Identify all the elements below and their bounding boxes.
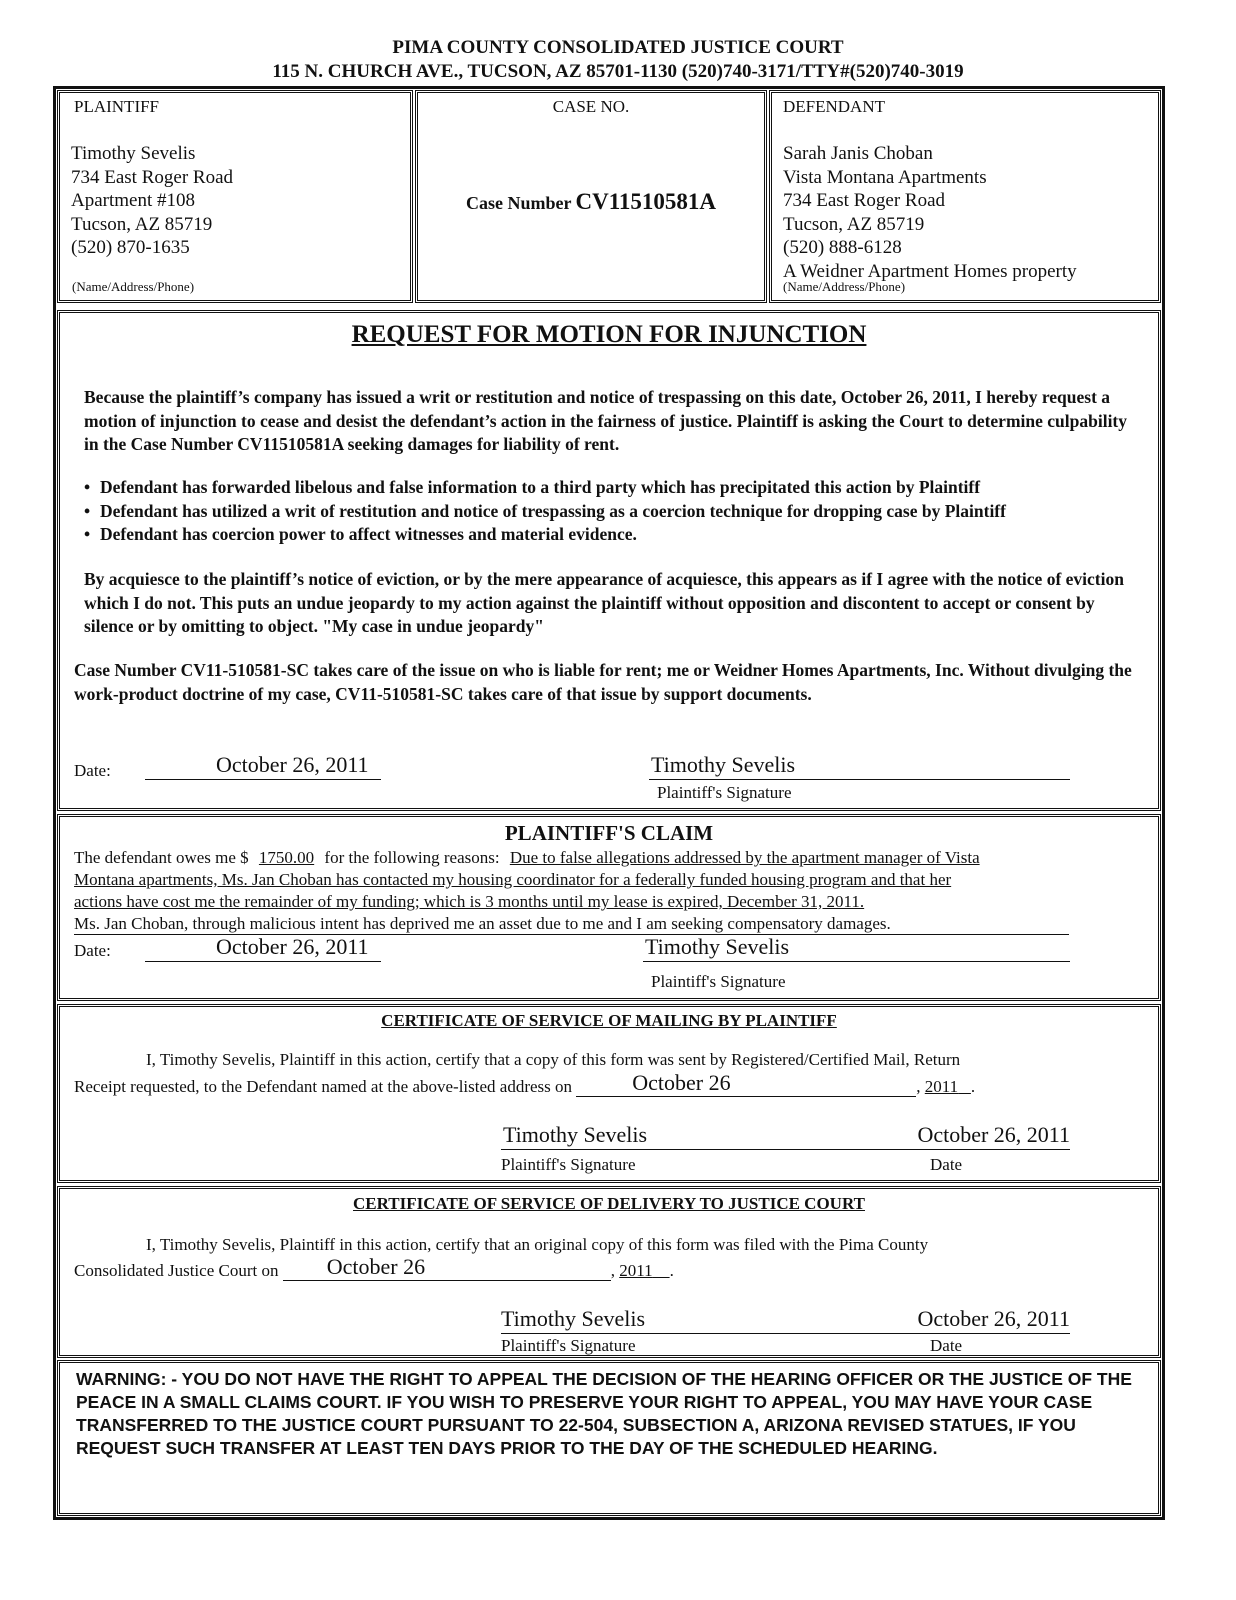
mailing-sign-date: October 26, 2011 [917,1122,1070,1147]
case-box [415,90,767,303]
defendant-address [783,142,1077,283]
delivery-signature-caption: Plaintiff's Signature [501,1336,636,1355]
mailing-title: CERTIFICATE OF SERVICE OF MAILING BY PLAINTIFF [381,1011,837,1030]
delivery-line-1: I, Timothy Sevelis, Plaintiff in this action, certify that an original copy of this form was filed with the Pima County [146,1235,929,1254]
defendant-street: 734 East Roger Road [783,190,946,211]
claim-title: PLAINTIFF'S CLAIM [504,821,714,845]
appeal-warning [57,1360,1161,1516]
mailing-signature-caption: Plaintiff's Signature [501,1155,636,1174]
defendant-label: DEFENDANT [783,97,885,116]
plaintiff-street: 734 East Roger Road [71,166,234,188]
motion-signature-line [649,752,1070,780]
appeal-warning-text: WARNING: - YOU DO NOT HAVE THE RIGHT TO APPEAL THE DECISION OF THE HEARING OFFICER OR THE JUSTICE OF THE PEACE IN A SMALL CLAIMS COURT. IF YOU WISH TO PRESERVE YOUR RIGHT TO APPEAL, YOU MAY HAVE YOUR CASE TRANSFERRED TO THE JUSTICE COURT PURSUANT TO 22-504, SUBSECTION A, ARIZONA REVISED STATUES, IF YOU REQUEST SUCH TRANSFER AT LEAST TEN DAYS PRIOR TO THE DAY OF THE SCHEDULED HEARING. [76,1369,1132,1458]
motion-date-label: Date: [74,761,111,780]
motion-paragraph-2: By acquiesce to the plaintiff’s notice of eviction, or by the mere appearance of acquiesce, this appears as if I agree with the notice of eviction which I do not. This puts an undue jeopardy to my action against the plaintiff without opposition and discontent to accept or consent by silence or by omitting to object. "My case in undue jeopardy" [84,569,1124,636]
delivery-signature-line [501,1306,1070,1334]
mailing-line-2-prefix: Receipt requested, to the Defendant named at the above-listed address on [74,1077,573,1096]
plaintiff-label: PLAINTIFF [74,97,160,116]
defendant-city: Tucson, AZ 85719 [783,213,925,235]
plaintiff-box [57,90,413,303]
plaintiff-name: Timothy Sevelis [71,143,196,164]
mailing-date-caption: Date [930,1155,963,1174]
motion-section [57,310,1161,811]
motion-date-line [145,752,381,780]
plaintiff-address [71,142,233,260]
claim-reason-2: Montana apartments, Ms. Jan Choban has contacted my housing coordinator for a federally funded housing program and that her [74,870,952,889]
mailing-year: 2011 [924,1077,959,1096]
defendant-name: Sarah Janis Choban [783,143,933,164]
plaintiff-phone: (520) 870-1635 [71,237,190,258]
motion-paragraph-1: Because the plaintiff’s company has issued a writ or restitution and notice of trespassing on this date, October 26, 2011, I hereby request a motion of injunction to cease and desist the defendant’s action in the fairness of justice. Plaintiff is asking the Court to determine culpability in the Case Number CV11510581A seeking damages for liability of rent. [84,387,1128,454]
claim-reason-3: actions have cost me the remainder of my funding; which is 3 months until my lease is expired, December 31, 2011. [74,892,865,911]
delivery-signature: Timothy Sevelis [501,1306,646,1331]
defendant-box [769,90,1161,303]
case-label: CASE NO. [552,97,630,116]
delivery-date-value: October 26 [326,1254,426,1279]
motion-paragraph-3: Case Number CV11-510581-SC takes care of the issue on who is liable for rent; me or Weidner Homes Apartments, Inc. Without divulging the work-product doctrine of my case, CV11-510581-SC takes care of that issue by support documents. [74,660,1132,704]
mailing-date-value: October 26 [632,1070,731,1095]
claim-reason-1: Due to false allegations addressed by the apartment manager of Vista [509,848,980,867]
motion-bullets [84,476,1154,547]
mailing-certificate [57,1004,1161,1183]
case-number: CV11510581A [575,189,717,214]
defendant-property-note: A Weidner Apartment Homes property [783,260,1077,282]
motion-bullet: • Defendant has forwarded libelous and false information to a third party which has precipitated this action by Plaintiff [84,476,1154,500]
defendant-complex: Vista Montana Apartments [783,166,987,188]
case-number-prefix: Case Number [465,193,572,213]
plaintiff-caption: (Name/Address/Phone) [72,279,195,294]
claim-signature-line [643,934,1070,962]
defendant-caption: (Name/Address/Phone) [783,279,906,294]
claim-amount: 1750.00 [258,848,315,867]
claim-reasons-prefix: for the following reasons: [324,848,500,867]
motion-bullet: • Defendant has coercion power to affect witnesses and material evidence. [84,523,1154,547]
plaintiff-apartment: Apartment #108 [71,190,196,211]
delivery-line-2: Consolidated Justice Court on October 26 , 2011 . [74,1254,674,1280]
delivery-title: CERTIFICATE OF SERVICE OF DELIVERY TO JUSTICE COURT [353,1194,865,1213]
defendant-phone: (520) 888-6128 [783,237,902,258]
court-address: 115 N. CHURCH AVE., TUCSON, AZ 85701-1130 (520)740-3171/TTY#(520)740-3019 [272,61,964,82]
claim-owes-prefix: The defendant owes me $ [74,848,249,867]
court-name: PIMA COUNTY CONSOLIDATED JUSTICE COURT [392,37,844,58]
case-number-line [418,189,764,215]
mailing-signature-line [501,1122,1070,1150]
delivery-certificate [57,1186,1161,1358]
claim-date-value: October 26, 2011 [216,934,369,959]
claim-line-1 [74,848,980,868]
claim-date-label: Date: [74,941,111,960]
delivery-date-caption: Date [930,1336,963,1355]
motion-title: REQUEST FOR MOTION FOR INJUNCTION [351,321,867,348]
delivery-sign-date: October 26, 2011 [917,1306,1070,1331]
delivery-year: 2011 [619,1261,653,1280]
claim-reason-4: Ms. Jan Choban, through malicious intent has deprived me an asset due to me and I am seeking compensatory damages. [74,914,1069,935]
mailing-signature: Timothy Sevelis [503,1122,648,1147]
motion-bullet: • Defendant has utilized a writ of restitution and notice of trespassing as a coercion technique for dropping case by Plaintiff [84,500,1154,524]
mailing-date-line [576,1070,916,1097]
claim-section [57,814,1161,1001]
claim-signature-caption: Plaintiff's Signature [651,972,786,991]
motion-signature: Timothy Sevelis [651,752,796,777]
mailing-line-2: Receipt requested, to the Defendant named at the above-listed address on October 26 , 2011 . [74,1070,976,1096]
claim-date-line [145,934,381,962]
motion-date-value: October 26, 2011 [216,752,369,777]
motion-signature-caption: Plaintiff's Signature [657,783,792,802]
delivery-line-2-prefix: Consolidated Justice Court on [74,1261,279,1280]
plaintiff-city: Tucson, AZ 85719 [71,213,213,235]
mailing-line-1: I, Timothy Sevelis, Plaintiff in this action, certify that a copy of this form was sent by Registered/Certified Mail, Return [146,1050,961,1069]
claim-signature: Timothy Sevelis [645,934,790,959]
